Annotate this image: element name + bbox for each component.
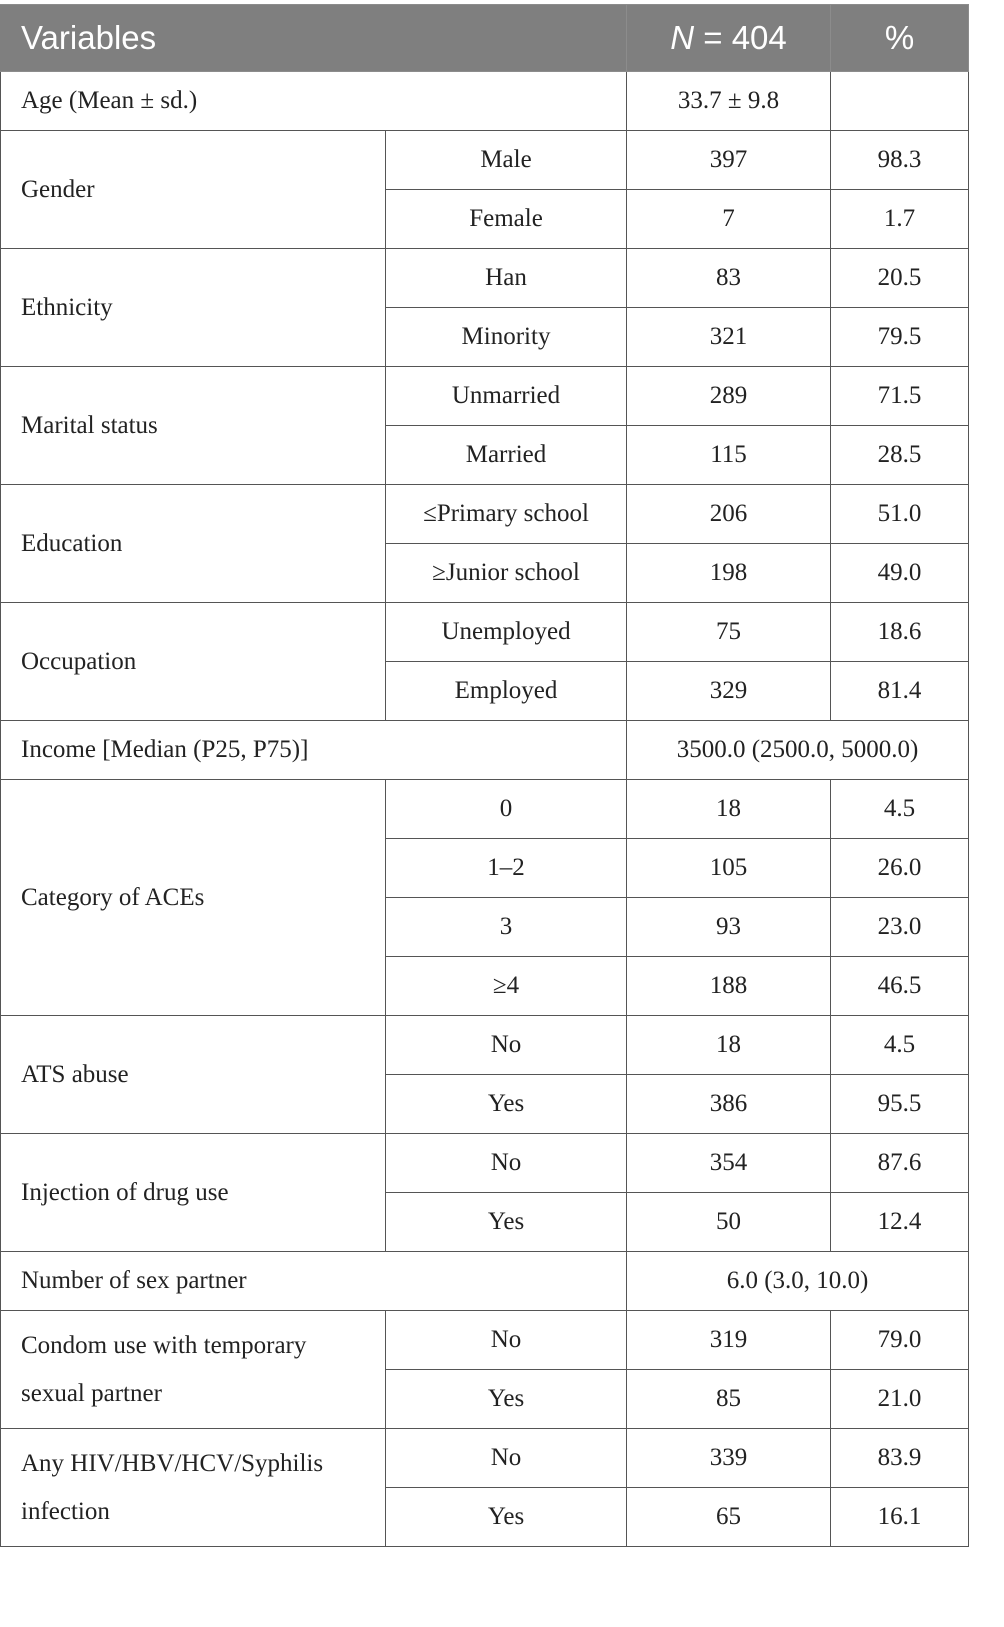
- characteristics-table: [0, 4, 969, 1547]
- header-n-symbol: N: [670, 19, 695, 56]
- cell-pct: 1.7: [831, 190, 969, 249]
- table-row: [1, 1134, 969, 1193]
- row-label-income: Income [Median (P25, P75)]: [1, 721, 627, 780]
- cell-pct: 71.5: [831, 367, 969, 426]
- cell-pct: 98.3: [831, 131, 969, 190]
- row-label-infection: [1, 1429, 386, 1547]
- row-label-marital: Marital status: [1, 367, 386, 485]
- cell-pct: 83.9: [831, 1429, 969, 1488]
- cell-n: 198: [627, 544, 831, 603]
- cell-sub: Minority: [386, 308, 627, 367]
- cell-sub: Yes: [386, 1193, 627, 1252]
- cell-sub: No: [386, 1311, 627, 1370]
- cell-pct: 49.0: [831, 544, 969, 603]
- cell-pct: 28.5: [831, 426, 969, 485]
- row-label-ats: ATS abuse: [1, 1016, 386, 1134]
- table-row: [1, 1311, 969, 1370]
- row-label-condom-line1: Condom use with temporary: [21, 1331, 307, 1359]
- cell-pct: 18.6: [831, 603, 969, 662]
- cell-n: 289: [627, 367, 831, 426]
- cell-sub: ≥Junior school: [386, 544, 627, 603]
- cell-sub: Han: [386, 249, 627, 308]
- row-label-condom: [1, 1311, 386, 1429]
- cell-pct: 87.6: [831, 1134, 969, 1193]
- header-variables: Variables: [1, 5, 627, 72]
- table-row: [1, 780, 969, 839]
- row-label-age: Age (Mean ± sd.): [1, 72, 627, 131]
- table-row: [1, 721, 969, 780]
- table-row: [1, 367, 969, 426]
- cell-pct: 23.0: [831, 898, 969, 957]
- cell-sub: Male: [386, 131, 627, 190]
- cell-pct: 81.4: [831, 662, 969, 721]
- cell-sub: No: [386, 1016, 627, 1075]
- row-label-partners: Number of sex partner: [1, 1252, 627, 1311]
- cell-n: 50: [627, 1193, 831, 1252]
- cell-sub: Employed: [386, 662, 627, 721]
- header-row: [1, 5, 969, 72]
- row-label-education: Education: [1, 485, 386, 603]
- cell-pct: 26.0: [831, 839, 969, 898]
- row-label-aces: Category of ACEs: [1, 780, 386, 1016]
- cell-partners-value: 6.0 (3.0, 10.0): [627, 1252, 969, 1311]
- cell-n: 65: [627, 1488, 831, 1547]
- table-row: [1, 1429, 969, 1488]
- cell-n: 85: [627, 1370, 831, 1429]
- cell-sub: ≥4: [386, 957, 627, 1016]
- cell-sub: Yes: [386, 1075, 627, 1134]
- cell-sub: Yes: [386, 1370, 627, 1429]
- cell-pct: 12.4: [831, 1193, 969, 1252]
- cell-n: 75: [627, 603, 831, 662]
- cell-n: 83: [627, 249, 831, 308]
- cell-pct: 79.5: [831, 308, 969, 367]
- row-label-condom-line2: sexual partner: [21, 1379, 162, 1407]
- cell-sub: Married: [386, 426, 627, 485]
- row-label-occupation: Occupation: [1, 603, 386, 721]
- table-row: [1, 485, 969, 544]
- cell-sub: Unmarried: [386, 367, 627, 426]
- cell-n: 319: [627, 1311, 831, 1370]
- cell-pct: 95.5: [831, 1075, 969, 1134]
- row-label-infection-line2: infection: [21, 1497, 110, 1525]
- cell-age-value: 33.7 ± 9.8: [627, 72, 831, 131]
- cell-pct: 20.5: [831, 249, 969, 308]
- cell-pct: 16.1: [831, 1488, 969, 1547]
- cell-pct: 46.5: [831, 957, 969, 1016]
- cell-pct: 4.5: [831, 1016, 969, 1075]
- table-row: [1, 72, 969, 131]
- cell-n: 115: [627, 426, 831, 485]
- cell-pct: 21.0: [831, 1370, 969, 1429]
- row-label-ethnicity: Ethnicity: [1, 249, 386, 367]
- cell-n: 354: [627, 1134, 831, 1193]
- cell-n: 397: [627, 131, 831, 190]
- cell-sub: Yes: [386, 1488, 627, 1547]
- table-row: [1, 1252, 969, 1311]
- cell-pct: 51.0: [831, 485, 969, 544]
- cell-n: 18: [627, 1016, 831, 1075]
- cell-pct: 4.5: [831, 780, 969, 839]
- table-row: [1, 1016, 969, 1075]
- row-label-infection-line1: Any HIV/HBV/HCV/Syphilis: [21, 1449, 324, 1477]
- cell-n: 7: [627, 190, 831, 249]
- cell-n: 18: [627, 780, 831, 839]
- cell-sub: 0: [386, 780, 627, 839]
- cell-n: 93: [627, 898, 831, 957]
- cell-pct: 79.0: [831, 1311, 969, 1370]
- cell-n: 339: [627, 1429, 831, 1488]
- cell-sub: No: [386, 1134, 627, 1193]
- cell-sub: 3: [386, 898, 627, 957]
- cell-n: 386: [627, 1075, 831, 1134]
- cell-income-value: 3500.0 (2500.0, 5000.0): [627, 721, 969, 780]
- cell-n: 329: [627, 662, 831, 721]
- header-n-value: = 404: [694, 19, 787, 56]
- cell-sub: Female: [386, 190, 627, 249]
- cell-n: 206: [627, 485, 831, 544]
- cell-sub: No: [386, 1429, 627, 1488]
- cell-empty: [831, 72, 969, 131]
- table-row: [1, 249, 969, 308]
- cell-n: 321: [627, 308, 831, 367]
- cell-n: 105: [627, 839, 831, 898]
- header-percent: %: [831, 5, 969, 72]
- header-n: [627, 5, 831, 72]
- row-label-gender: Gender: [1, 131, 386, 249]
- table-row: [1, 603, 969, 662]
- cell-n: 188: [627, 957, 831, 1016]
- cell-sub: 1–2: [386, 839, 627, 898]
- cell-sub: Unemployed: [386, 603, 627, 662]
- table-row: [1, 131, 969, 190]
- cell-sub: ≤Primary school: [386, 485, 627, 544]
- row-label-injection: Injection of drug use: [1, 1134, 386, 1252]
